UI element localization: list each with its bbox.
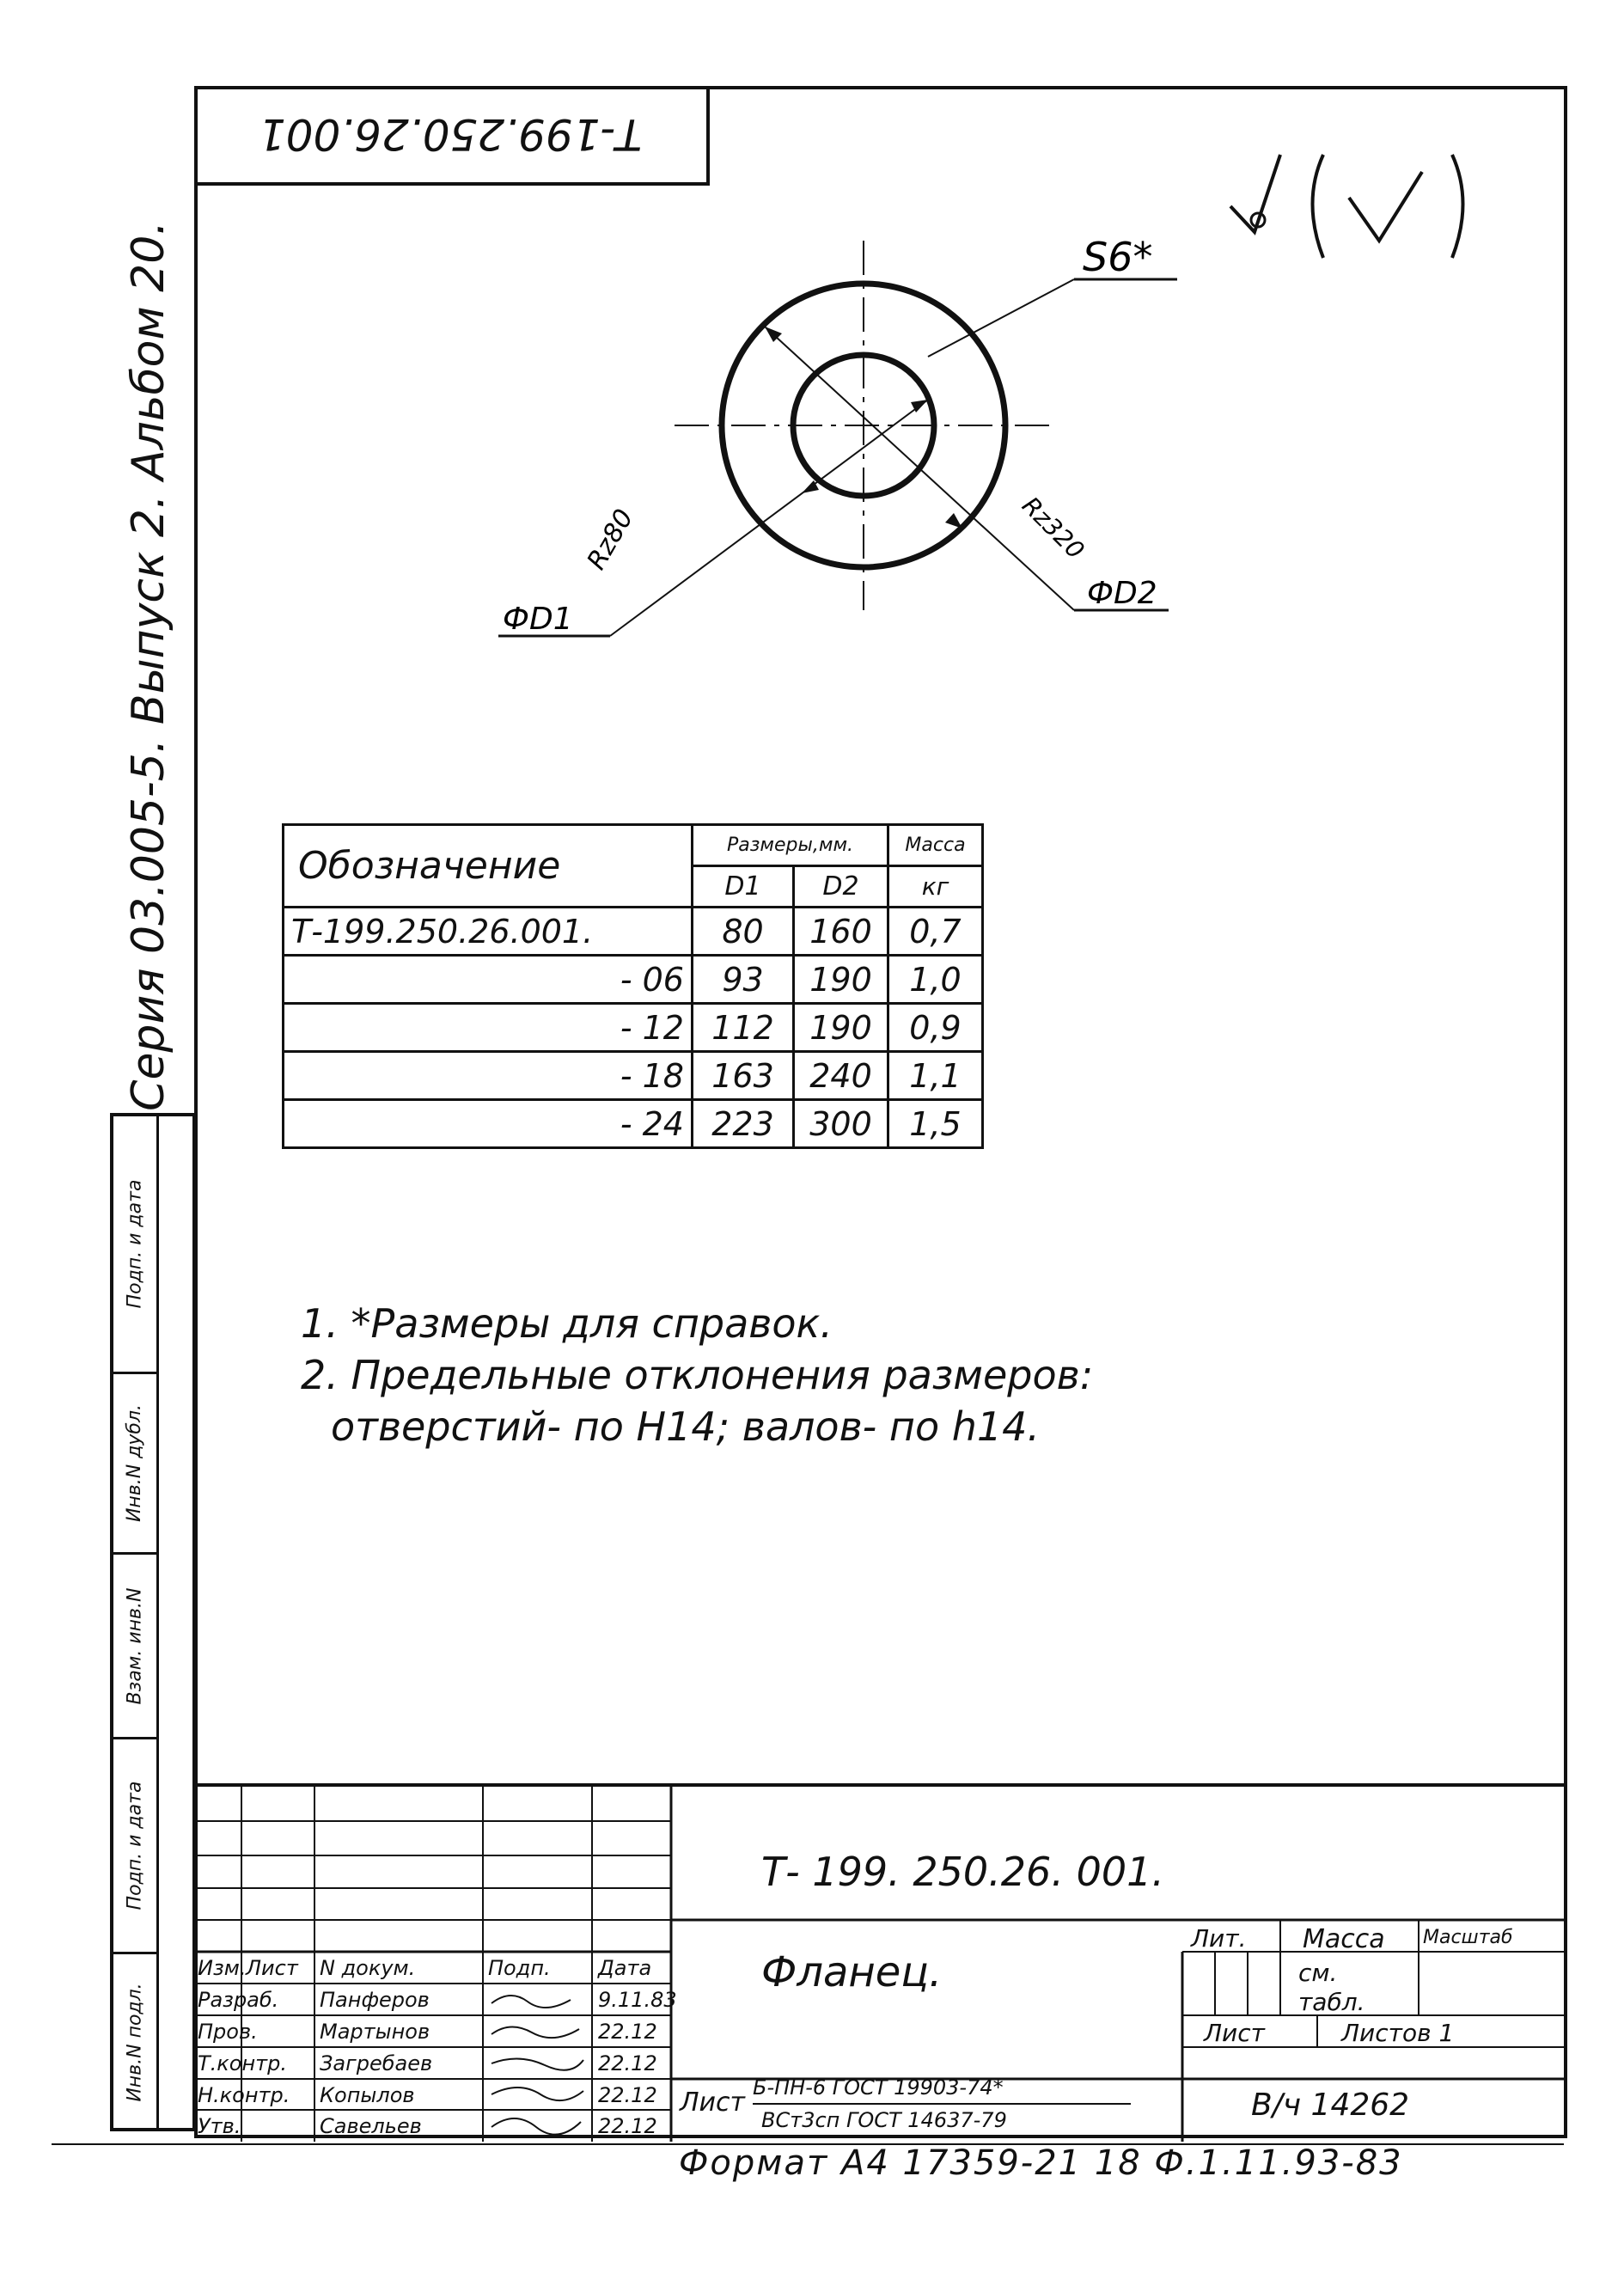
side-cell-label: Инв.N подл. <box>124 1983 146 2102</box>
table-row <box>284 1100 983 1148</box>
table-row <box>284 956 983 1004</box>
person-role: Пров. <box>198 2020 258 2044</box>
person-date: 22.12 <box>598 2114 657 2138</box>
person-name: Савельев <box>320 2114 422 2138</box>
listov-label: Листов 1 <box>1341 2019 1455 2047</box>
dimensions-table <box>282 823 984 1149</box>
material-top: Б-ПН-6 ГОСТ 19903-74* <box>753 2075 1004 2100</box>
row-d2: 160 <box>794 908 888 956</box>
material-fraction-line <box>753 2103 1131 2105</box>
note-line-3: отверстий- по H14; валов- по h14. <box>331 1403 1041 1450</box>
org-code: В/ч 14262 <box>1251 2088 1410 2123</box>
person-role: Разраб. <box>198 1988 279 2012</box>
row-d2: 240 <box>794 1052 888 1100</box>
side-cell-podp-data-1 <box>113 1116 156 1374</box>
masshtab-label: Масштаб <box>1423 1927 1513 1948</box>
row-d1: 93 <box>693 956 794 1004</box>
row-mass: 1,1 <box>888 1052 983 1100</box>
series-vertical-label <box>110 215 187 1117</box>
row-d1: 80 <box>693 908 794 956</box>
s6-leader <box>928 279 1074 357</box>
header-mass: Масса <box>888 825 983 866</box>
person-role: Утв. <box>198 2114 241 2138</box>
row-d1: 223 <box>693 1100 794 1148</box>
side-cell-label: Инв.N дубл. <box>124 1403 146 1523</box>
series-text: Серия 03.005-5. Выпуск 2. Альбом 20. <box>123 221 175 1111</box>
header-designation: Обозначение <box>284 825 693 908</box>
list-label: Лист <box>1204 2019 1265 2047</box>
row-designation: Т-199.250.26.001. <box>284 908 693 956</box>
side-cell-podp-data-2 <box>113 1739 156 1954</box>
note-line-1: 1. *Размеры для справок. <box>301 1300 833 1347</box>
side-strip-divider <box>156 1116 159 2130</box>
header-izm: Изм. <box>198 1956 247 1980</box>
row-designation: - 24 <box>284 1100 693 1148</box>
row-d1: 163 <box>693 1052 794 1100</box>
table-row <box>284 1004 983 1052</box>
row-mass: 0,9 <box>888 1004 983 1052</box>
person-name: Мартынов <box>320 2020 430 2044</box>
person-date: 22.12 <box>598 2020 657 2044</box>
s6-label: S6* <box>1083 234 1153 280</box>
row-d1: 112 <box>693 1004 794 1052</box>
row-designation: - 18 <box>284 1052 693 1100</box>
header-sizes: Размеры,мм. <box>693 825 888 866</box>
person-name: Панферов <box>320 1988 430 2012</box>
flange-drawing <box>481 232 1272 679</box>
row-d2: 300 <box>794 1100 888 1148</box>
d1-label: ФD1 <box>503 602 573 637</box>
lit-label: Лит. <box>1191 1924 1247 1953</box>
doc-number: Т- 199. 250.26. 001. <box>761 1849 1164 1895</box>
material-prefix: Лист <box>680 2088 746 2118</box>
side-cell-vzam-inv <box>113 1555 156 1739</box>
table-row <box>284 1052 983 1100</box>
row-mass: 0,7 <box>888 908 983 956</box>
header-data: Дата <box>598 1956 652 1980</box>
row-mass: 1,0 <box>888 956 983 1004</box>
person-role: Т.контр. <box>198 2051 288 2075</box>
person-role: Н.контр. <box>198 2083 290 2107</box>
massa-label: Масса <box>1303 1924 1385 1954</box>
d1-dimension-line <box>610 400 928 636</box>
material-bottom: ВСт3сп ГОСТ 14637-79 <box>761 2108 1007 2132</box>
header-list: Лист <box>246 1956 298 1980</box>
header-ndoc: N докум. <box>320 1956 416 1980</box>
signature-scribbles <box>485 1984 591 2139</box>
rotated-designation-stamp <box>194 86 710 186</box>
row-designation: - 12 <box>284 1004 693 1052</box>
side-cell-label: Взам. инв.N <box>124 1587 146 1704</box>
side-cell-label: Подп. и дата <box>124 1179 146 1309</box>
header-podp: Подп. <box>488 1956 551 1980</box>
note-line-2: 2. Предельные отклонения размеров: <box>301 1352 1094 1398</box>
side-cell-inv-podl <box>113 1954 156 2130</box>
person-date: 9.11.83 <box>598 1988 677 2012</box>
person-name: Загребаев <box>320 2051 433 2075</box>
table-row <box>284 908 983 956</box>
header-d1: D1 <box>693 866 794 908</box>
format-footer: Формат А4 17359-21 18 Ф.1.11.93-83 <box>679 2143 1403 2183</box>
header-kg: кг <box>888 866 983 908</box>
row-mass: 1,5 <box>888 1100 983 1148</box>
side-signature-strip <box>110 1113 196 2131</box>
row-designation: - 06 <box>284 956 693 1004</box>
person-date: 22.12 <box>598 2083 657 2107</box>
rz80-label: Rz80 <box>581 504 640 575</box>
header-d2: D2 <box>794 866 888 908</box>
title-block <box>194 1783 1567 2138</box>
part-name: Фланец. <box>761 1948 943 1996</box>
technical-notes <box>301 1298 1093 1452</box>
rz320-label: Rz320 <box>1017 491 1090 565</box>
person-name: Копылов <box>320 2083 415 2107</box>
row-d2: 190 <box>794 1004 888 1052</box>
d2-label: ФD2 <box>1087 576 1157 611</box>
person-date: 22.12 <box>598 2051 657 2075</box>
rotated-designation-text: Т-199.250.26.001 <box>258 109 643 159</box>
row-d2: 190 <box>794 956 888 1004</box>
side-cell-label: Подп. и дата <box>124 1781 146 1910</box>
side-cell-inv-dubl <box>113 1374 156 1555</box>
massa-value: см. табл. <box>1298 1959 1365 2016</box>
